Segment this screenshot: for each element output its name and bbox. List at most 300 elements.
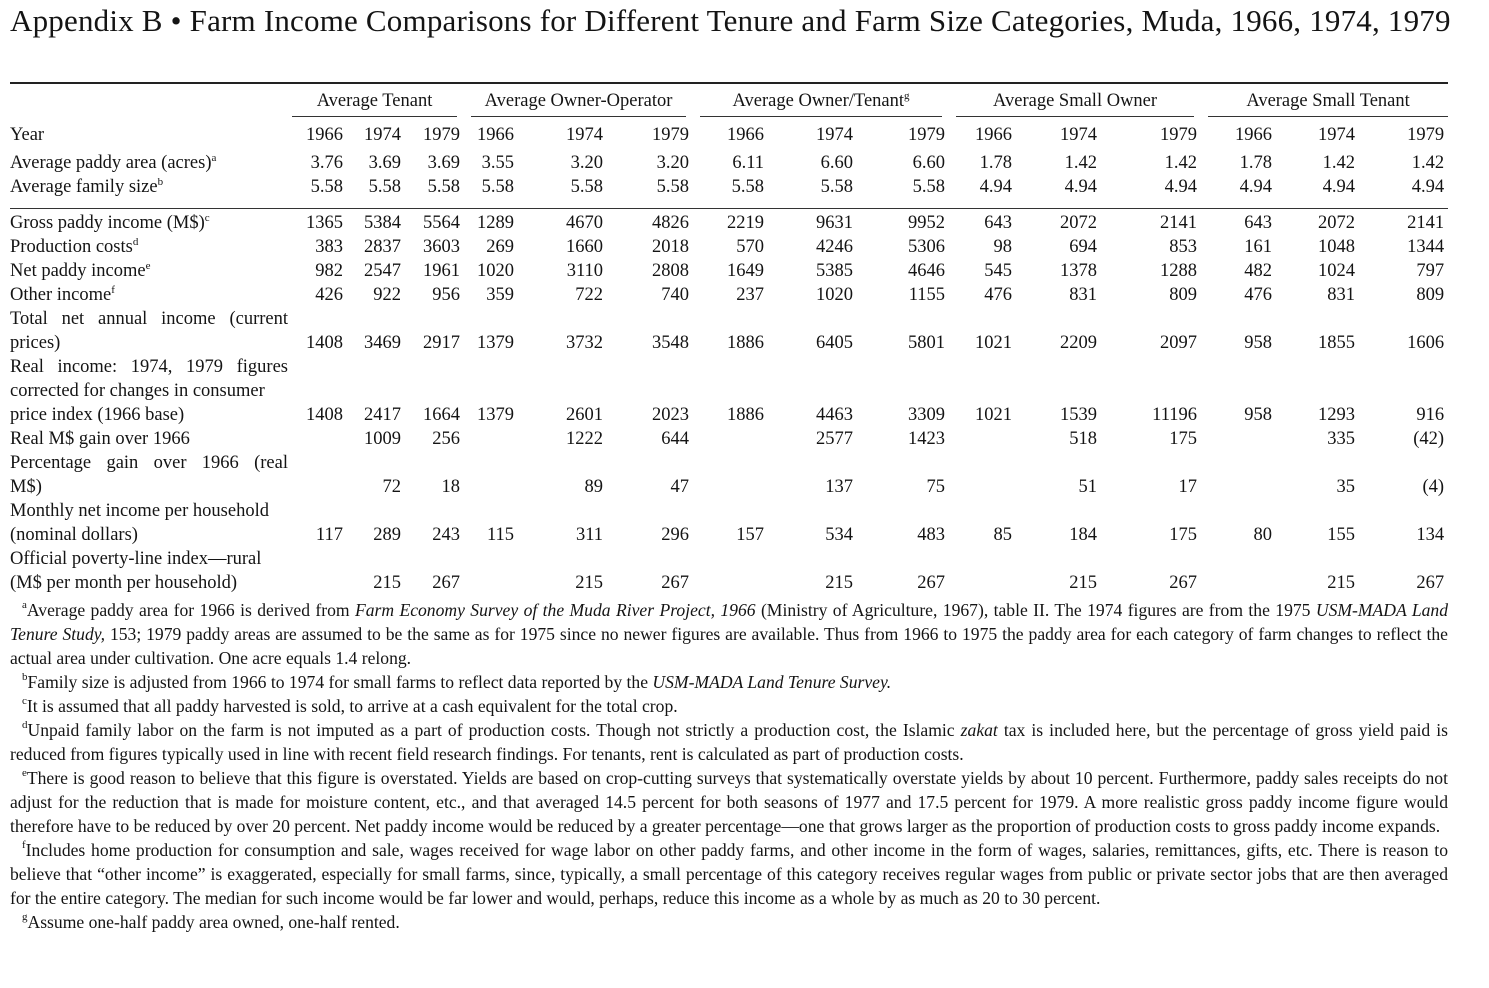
table-cell [857, 307, 949, 331]
table-cell: 1155 [908, 285, 946, 305]
table-cell: 4.94 [1164, 177, 1198, 197]
table-cell [768, 499, 857, 523]
table-cell [405, 355, 464, 379]
table-cell: 175 [1169, 525, 1198, 545]
table-cell: 89 [584, 477, 604, 497]
table-cell: 3110 [566, 261, 604, 281]
table-cell: 267 [432, 573, 461, 593]
table-row [10, 547, 1448, 571]
table-cell [464, 307, 518, 331]
table-cell: 6.60 [912, 153, 946, 173]
table-cell: 3548 [652, 333, 690, 353]
table-cell: 1021 [975, 333, 1013, 353]
table-cell: 570 [736, 237, 765, 257]
table-row [10, 523, 1448, 547]
table-cell [292, 571, 347, 595]
table-cell: 267 [917, 573, 946, 593]
table-cell [405, 547, 464, 571]
table-cell [347, 307, 405, 331]
table-cell: 4.94 [1239, 177, 1273, 197]
table-cell [518, 547, 607, 571]
table-cell: 797 [1416, 261, 1445, 281]
table-cell [1276, 379, 1359, 403]
table-cell: 6.11 [732, 153, 765, 173]
table-cell: 1855 [1318, 333, 1356, 353]
table-row [10, 427, 1448, 451]
table-cell: 6405 [816, 333, 854, 353]
table-cell: 5.58 [368, 177, 401, 197]
row-label: Average family size$^b$ [10, 175, 164, 197]
table-cell: 2209 [1060, 333, 1098, 353]
table-cell: 157 [736, 525, 765, 545]
table-cell: 5385 [816, 261, 854, 281]
table-cell: 1.42 [1164, 153, 1198, 173]
table-cell [1276, 451, 1359, 475]
table-cell: 2917 [423, 333, 461, 353]
table-cell: 1974 [364, 125, 401, 145]
table-cell: 740 [661, 285, 690, 305]
table-cell: 1048 [1318, 237, 1356, 257]
table-cell: 80 [1253, 525, 1273, 545]
table-cell [1359, 547, 1448, 571]
row-label: (nominal dollars) [10, 525, 138, 545]
table-cell: 3.20 [570, 153, 604, 173]
table-cell: 1649 [727, 261, 765, 281]
table-cell: 722 [575, 285, 604, 305]
table-cell: 1886 [727, 405, 765, 425]
table-cell [768, 355, 857, 379]
table-cell: 267 [661, 573, 690, 593]
table-cell: 2601 [566, 405, 604, 425]
table-cell: 644 [661, 429, 690, 449]
footnotes [10, 598, 1448, 934]
footnote-g: $^g$Assume one-half paddy area owned, one-half rented. [22, 911, 400, 932]
table-cell: 809 [1416, 285, 1445, 305]
table-cell: 161 [1244, 237, 1273, 257]
table-cell: 4246 [816, 237, 854, 257]
table-cell [949, 475, 1016, 499]
table-cell [1101, 379, 1201, 403]
table-cell: 9952 [908, 213, 946, 233]
table-cell [693, 475, 768, 499]
table-cell [464, 427, 518, 451]
table-cell: 1974 [566, 125, 604, 145]
table-cell: 311 [575, 525, 604, 545]
table-cell: 215 [825, 573, 854, 593]
table-cell: 2219 [727, 213, 765, 233]
row-label: Production costs$^d$ [10, 235, 139, 257]
table-cell: 243 [432, 525, 461, 545]
table-cell: 1979 [908, 125, 946, 145]
table-cell [1276, 355, 1359, 379]
footnote-a: $^a$Average paddy area for 1966 is derived from Farm Economy Survey of the Muda River Project, 1966 (Ministry of Agriculture, 1967), table II. The 1974 figures are from the 1975 USM-MADA Land Tenure Study, 153; 1979 paddy areas are assumed to be the same as for 1975 since no newer figures are available. Thus from 1966 to 1975 the paddy area for each category of farm changes to reflect the actual area under cultivation. One acre equals 1.4 relong. [10, 599, 1448, 668]
table-cell [1016, 355, 1101, 379]
table-row [10, 403, 1448, 427]
table-cell [1101, 355, 1201, 379]
table-cell: 3.20 [656, 153, 690, 173]
table-cell [292, 547, 347, 571]
table-cell: 5.58 [656, 177, 690, 197]
table-cell: 476 [1244, 285, 1273, 305]
table-cell [949, 427, 1016, 451]
table-cell [1016, 499, 1101, 523]
table-cell [1201, 571, 1276, 595]
table-cell [1016, 307, 1101, 331]
table-cell: 4.94 [1064, 177, 1098, 197]
row-label: Total net annual income (current [10, 309, 288, 329]
table-cell: 35 [1336, 477, 1356, 497]
table-cell [1101, 451, 1201, 475]
table-cell: 267 [1416, 573, 1445, 593]
table-cell: 6.60 [820, 153, 854, 173]
table-cell [857, 499, 949, 523]
table-cell: 1974 [816, 125, 854, 145]
table-cell: 2141 [1160, 213, 1198, 233]
year-row [10, 117, 1448, 152]
table-cell: 11196 [1152, 405, 1198, 425]
table-cell [693, 307, 768, 331]
table-cell: 1293 [1318, 405, 1356, 425]
table-cell: 1.78 [979, 153, 1013, 173]
table-cell: 1974 [1318, 125, 1356, 145]
table-cell: 2577 [816, 429, 854, 449]
table-cell: 1664 [423, 405, 461, 425]
table-cell: 2018 [652, 237, 690, 257]
table-cell: 1379 [477, 405, 515, 425]
table-row [10, 307, 1448, 331]
table-cell [1276, 547, 1359, 571]
table-cell [857, 355, 949, 379]
row-label: Average paddy area (acres)$^a$ [10, 151, 217, 173]
footnote-e: $^e$There is good reason to believe that this figure is overstated. Yields are based on crop-cutting surveys that systematically overstate yields by about 10 percent. Furthermore, paddy sales receipts do not adjust for the reduction that is made for moisture content, etc., and that averaged 14.5 percent for both seasons of 1977 and 17.5 percent for 1979. A more realistic gross paddy income figure would therefore have to be reduced by over 20 percent. Net paddy income would be reduced by a greater percentage—one that grows larger as the proportion of production costs to gross paddy income expands. [10, 767, 1448, 836]
table-cell: 1966 [975, 125, 1013, 145]
table-cell: 98 [993, 237, 1013, 257]
table-cell: 3732 [566, 333, 604, 353]
table-row [10, 331, 1448, 355]
table-cell: 1344 [1407, 237, 1445, 257]
table-cell: 545 [984, 261, 1013, 281]
table-cell: 1979 [423, 125, 461, 145]
table-row [10, 475, 1448, 499]
table-cell: 4670 [566, 213, 604, 233]
table-cell [857, 379, 949, 403]
table-cell: 483 [917, 525, 946, 545]
table-cell: 3309 [908, 405, 946, 425]
table-cell [405, 451, 464, 475]
table-cell [949, 379, 1016, 403]
table-cell [607, 355, 693, 379]
table-cell [292, 499, 347, 523]
table-cell: 482 [1244, 261, 1273, 281]
table-cell: 4.94 [1322, 177, 1356, 197]
table-cell: 916 [1416, 405, 1445, 425]
table-row [10, 259, 1448, 283]
table-cell: 5.58 [310, 177, 343, 197]
table-cell: 643 [984, 213, 1013, 233]
table-cell [464, 499, 518, 523]
table-cell: 1966 [477, 125, 515, 145]
table-cell: 267 [1169, 573, 1198, 593]
table-cell [347, 547, 405, 571]
table-cell [693, 379, 768, 403]
table-cell: 237 [736, 285, 765, 305]
table-cell: 3.69 [368, 153, 401, 173]
table-cell [347, 451, 405, 475]
table-cell: 5.58 [570, 177, 604, 197]
table-cell: 1024 [1318, 261, 1356, 281]
table-cell: 5.58 [912, 177, 946, 197]
table-cell: 296 [661, 525, 690, 545]
table-cell: 1.42 [1064, 153, 1098, 173]
table-cell [464, 547, 518, 571]
table-cell: 958 [1244, 405, 1273, 425]
table-cell: 9631 [816, 213, 854, 233]
table-cell: 5.58 [820, 177, 854, 197]
table-cell [768, 379, 857, 403]
table-cell: 476 [984, 285, 1013, 305]
row-label: M$) [10, 477, 42, 497]
table-cell [1201, 451, 1276, 475]
table-cell [1359, 451, 1448, 475]
table-cell: 1408 [306, 333, 343, 353]
table-cell [464, 571, 518, 595]
table-cell [518, 379, 607, 403]
table-cell [693, 571, 768, 595]
table-cell: 1886 [727, 333, 765, 353]
table-row [10, 283, 1448, 307]
table-cell [464, 475, 518, 499]
group-header: Average Owner/Tenant$^g$ [693, 86, 949, 117]
table-cell [292, 355, 347, 379]
table-cell: 1660 [566, 237, 604, 257]
footnote-c: $^c$It is assumed that all paddy harvested is sold, to arrive at a cash equivalent for the total crop. [22, 695, 678, 716]
table-cell: 1979 [1160, 125, 1198, 145]
table-cell [1276, 307, 1359, 331]
table-cell: 17 [1178, 477, 1198, 497]
table-cell: 1365 [306, 213, 343, 233]
table-cell: 1979 [652, 125, 690, 145]
table-cell: 155 [1327, 525, 1356, 545]
table-cell: 215 [1069, 573, 1098, 593]
table-cell: 1606 [1407, 333, 1445, 353]
table-cell [1101, 547, 1201, 571]
table-cell [1359, 379, 1448, 403]
table-cell [292, 307, 347, 331]
table-cell: 256 [432, 429, 461, 449]
table-cell: 2141 [1407, 213, 1445, 233]
footnote-b: $^b$Family size is adjusted from 1966 to 1974 for small farms to reflect data reported by the USM-MADA Land Tenure Survey. [22, 671, 892, 692]
table-cell: 1.42 [1411, 153, 1445, 173]
table-cell [518, 451, 607, 475]
table-cell [949, 547, 1016, 571]
table-cell: 5.58 [427, 177, 461, 197]
row-label: Official poverty-line index—rural [10, 549, 262, 569]
row-label: Net paddy income$^e$ [10, 259, 151, 281]
table-cell: 75 [926, 477, 946, 497]
table-cell [1016, 451, 1101, 475]
table-cell [768, 451, 857, 475]
table-cell [292, 379, 347, 403]
row-label: Gross paddy income (M$)$^c$ [10, 211, 210, 233]
table-cell: 809 [1169, 285, 1198, 305]
table-cell: 643 [1244, 213, 1273, 233]
table-cell: 359 [486, 285, 515, 305]
table-cell [292, 451, 347, 475]
table-cell: 2808 [652, 261, 690, 281]
table-cell: 2417 [364, 405, 401, 425]
table-cell: 1289 [477, 213, 515, 233]
table-cell [518, 499, 607, 523]
table-cell: 2072 [1060, 213, 1098, 233]
table-cell: 72 [382, 477, 401, 497]
table-cell: 5.58 [481, 177, 515, 197]
table-cell: 1539 [1060, 405, 1098, 425]
table-cell: 289 [373, 525, 401, 545]
table-cell: 51 [1078, 477, 1098, 497]
row-label: prices) [10, 333, 61, 353]
table-cell [857, 451, 949, 475]
row-label: Year [10, 125, 45, 145]
row-label: Percentage gain over 1966 (real [10, 453, 288, 473]
table-cell [1016, 379, 1101, 403]
table-cell [857, 547, 949, 571]
table-cell: 1020 [816, 285, 854, 305]
table-cell: 1961 [423, 261, 461, 281]
table-cell [347, 499, 405, 523]
table-cell: 1.78 [1239, 153, 1273, 173]
table-cell: 215 [575, 573, 604, 593]
table-cell: 5306 [908, 237, 946, 257]
group-header: Average Small Owner [949, 86, 1201, 117]
table-cell: 4463 [816, 405, 854, 425]
page-title: Appendix B • Farm Income Comparisons for Different Tenure and Farm Size Categories, Muda, 1966, 1974, 1979 [10, 3, 1451, 38]
table-cell [1101, 307, 1201, 331]
table-cell [693, 499, 768, 523]
table-cell: 3603 [423, 237, 461, 257]
table-cell: 2072 [1318, 213, 1356, 233]
table-cell: 117 [315, 525, 343, 545]
table-cell: 958 [1244, 333, 1273, 353]
table-cell: 47 [670, 477, 690, 497]
table-cell: 2837 [364, 237, 401, 257]
table-cell [1276, 499, 1359, 523]
table-cell [693, 547, 768, 571]
table-cell [607, 379, 693, 403]
table-cell [949, 307, 1016, 331]
table-cell [405, 307, 464, 331]
table-cell: 1379 [477, 333, 515, 353]
table-cell [949, 571, 1016, 595]
table-cell: 115 [486, 525, 515, 545]
table-cell [949, 499, 1016, 523]
table-cell [693, 451, 768, 475]
table-cell: 134 [1416, 525, 1445, 545]
table-cell [347, 355, 405, 379]
table-cell [464, 355, 518, 379]
table-cell: 4.94 [1411, 177, 1445, 197]
group-header: Average Tenant [292, 86, 464, 117]
footnote-d: $^d$Unpaid family labor on the farm is not imputed as a part of production costs. Though not strictly a production cost, the Islamic zakat tax is included here, but the percentage of gross yield paid is reduced from figures typically used in line with recent field research findings. For tenants, rent is calculated as part of production costs. [10, 719, 1448, 764]
table-cell [607, 499, 693, 523]
table-cell: (4) [1422, 477, 1445, 497]
table-row [10, 451, 1448, 475]
table-cell: 1222 [566, 429, 604, 449]
table-cell: 4826 [652, 213, 690, 233]
table-cell: 426 [315, 285, 343, 305]
group-header-row [10, 86, 1448, 117]
table-cell: 1966 [727, 125, 765, 145]
table-cell: 922 [373, 285, 401, 305]
table-cell: 831 [1327, 285, 1356, 305]
table-cell [607, 547, 693, 571]
table-cell [768, 547, 857, 571]
table-cell: 18 [441, 477, 461, 497]
table-row [10, 175, 1448, 199]
table-cell: 175 [1169, 429, 1198, 449]
table-row [10, 235, 1448, 259]
table-cell [347, 379, 405, 403]
table-cell [693, 427, 768, 451]
table-cell: 5801 [908, 333, 946, 353]
row-label: price index (1966 base) [10, 405, 185, 425]
table-cell: 2097 [1160, 333, 1198, 353]
table-cell: 1021 [975, 405, 1013, 425]
table-row [10, 355, 1448, 379]
row-divider [10, 199, 1448, 209]
table-cell: 3469 [364, 333, 401, 353]
table-cell: 1423 [908, 429, 946, 449]
table-cell: 137 [825, 477, 854, 497]
table-row [10, 499, 1448, 523]
income-table [10, 86, 1448, 595]
table-cell: 1.42 [1322, 153, 1356, 173]
table-cell: 831 [1069, 285, 1098, 305]
title-rule [10, 82, 1448, 84]
table-cell [1201, 499, 1276, 523]
table-cell [1201, 307, 1276, 331]
table-cell [518, 355, 607, 379]
table-cell [1201, 547, 1276, 571]
table-cell: 694 [1069, 237, 1098, 257]
table-cell: 1966 [1235, 125, 1273, 145]
table-cell [518, 307, 607, 331]
table-cell [405, 499, 464, 523]
table-cell: 518 [1069, 429, 1098, 449]
table-cell: 853 [1169, 237, 1198, 257]
table-cell: 1020 [477, 261, 515, 281]
table-cell [949, 451, 1016, 475]
table-cell: 335 [1327, 429, 1356, 449]
footnote-f: $^f$Includes home production for consumption and sale, wages received for wage labor on other paddy farms, and other income in the form of wages, salaries, remittances, gifts, etc. There is reason to believe that “other income” is exaggerated, especially for small farms, since, typically, a small percentage of this category receives regular wages from public or private sector jobs that are then averaged for the entire category. The median for such income would be far lower and would, perhaps, reduce this income as a whole by as much as 20 to 30 percent. [10, 839, 1448, 908]
table-cell: 1408 [306, 405, 343, 425]
row-label: Monthly net income per household [10, 501, 269, 521]
table-cell: (42) [1413, 429, 1445, 449]
table-cell [1359, 355, 1448, 379]
table-cell: 1378 [1060, 261, 1098, 281]
table-cell: 215 [373, 573, 401, 593]
table-cell: 184 [1069, 525, 1098, 545]
table-cell [1201, 475, 1276, 499]
table-cell: 269 [486, 237, 515, 257]
row-label: Other income$^f$ [10, 283, 115, 305]
table-cell: 3.69 [427, 153, 461, 173]
table-row [10, 379, 1448, 403]
table-cell [607, 307, 693, 331]
table-cell [1359, 499, 1448, 523]
table-cell: 4646 [908, 261, 946, 281]
table-cell: 85 [993, 525, 1013, 545]
table-cell [464, 379, 518, 403]
